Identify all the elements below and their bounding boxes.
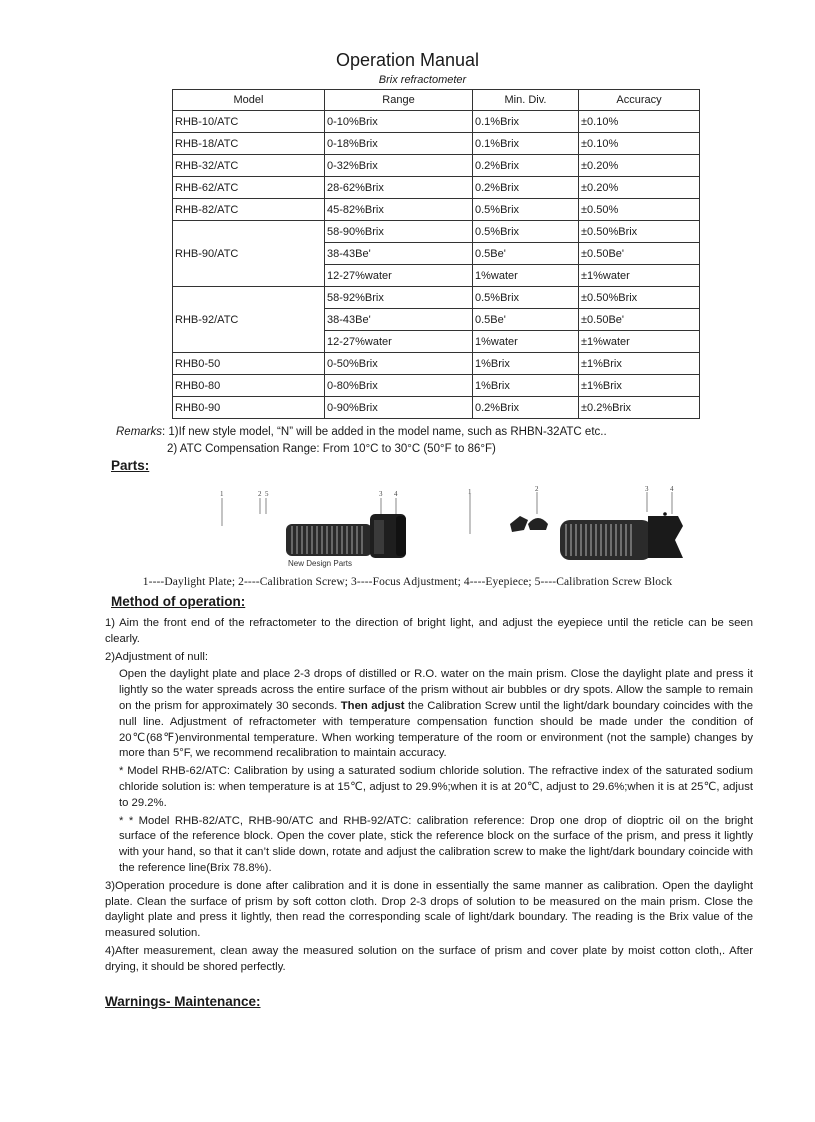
cell-accuracy: ±0.50Be'	[579, 309, 700, 331]
cell-accuracy: ±1%water	[579, 265, 700, 287]
parts-figure	[210, 484, 710, 576]
callout-2: 2	[535, 485, 539, 493]
cell-model: RHB-92/ATC	[173, 287, 325, 353]
method-note-1: * Model RHB-62/ATC: Calibration by using a saturated sodium chloride solution. The refractive index of the saturated sodium chloride solution is: when temperature is at 15℃, adjust to 29.9%;when it is at 20℃, adjust to 29.6%;when it is at 25℃, adjust to 29.2%.	[119, 765, 753, 809]
col-header-accuracy: Accuracy	[579, 90, 700, 111]
cell-accuracy: ±0.50Be'	[579, 243, 700, 265]
cell-accuracy: ±1%water	[579, 331, 700, 353]
col-header-range: Range	[325, 90, 473, 111]
cell-model: RHB0-80	[173, 375, 325, 397]
cell-range: 0-80%Brix	[325, 375, 473, 397]
col-header-model: Model	[173, 90, 325, 111]
table-row	[173, 375, 700, 397]
remarks-text-1: : 1)If new style model, “N” will be added in the model name, such as RHBN-32ATC etc..	[162, 426, 607, 438]
cell-min-div: 0.1%Brix	[473, 111, 579, 133]
cell-model: RHB-62/ATC	[173, 177, 325, 199]
col-header-min-div: Min. Div.	[473, 90, 579, 111]
callout-4: 4	[394, 490, 398, 498]
callout-4: 4	[670, 485, 674, 493]
cell-accuracy: ±1%Brix	[579, 353, 700, 375]
cell-range: 0-18%Brix	[325, 133, 473, 155]
cell-min-div: 1%Brix	[473, 353, 579, 375]
step2-text-b: the Calibration Screw until the light/dark boundary coincides with the null line. Adjustment of refractometer with temperature compensation function should be made under the condition of 20℃(68℉)environmental temperature. When working temperature of the room or environment (not the sample) changes by more than 5°F, we recommend recalibration to maintain accuracy.	[119, 699, 754, 760]
callout-3: 3	[379, 490, 383, 498]
warnings-heading: Warnings- Maintenance:	[105, 994, 261, 1009]
figure-label: New Design Parts	[288, 559, 353, 568]
cell-range: 58-92%Brix	[325, 287, 473, 309]
cell-min-div: 1%Brix	[473, 375, 579, 397]
cell-range: 12-27%water	[325, 331, 473, 353]
cell-accuracy: ±1%Brix	[579, 375, 700, 397]
cell-range: 0-10%Brix	[325, 111, 473, 133]
cell-model: RHB-32/ATC	[173, 155, 325, 177]
cell-min-div: 0.1%Brix	[473, 133, 579, 155]
cell-range: 38-43Be'	[325, 243, 473, 265]
table-row	[173, 177, 700, 199]
cell-model: RHB0-50	[173, 353, 325, 375]
callout-3: 3	[645, 485, 649, 493]
remarks-line-2: 2) ATC Compensation Range: From 10°C to 30°C (50°F to 86°F)	[167, 443, 496, 455]
table-row	[173, 287, 700, 309]
page-title: Operation Manual	[335, 50, 480, 70]
method-step-3: 3)Operation procedure is done after calibration and it is done in essentially the same manner as calibration. Open the daylight plate. Clean the surface of prism by soft cotton cloth. Drop 2-3 drops of solution to be measured on the main prism. Close the daylight plate and press it lightly, then read the corresponding scale of light/dark boundary. The reading is the Brix value of the measured solution.	[105, 879, 753, 940]
cell-min-div: 0.5%Brix	[473, 199, 579, 221]
cell-model: RHB-90/ATC	[173, 221, 325, 287]
cell-model: RHB0-90	[173, 397, 325, 419]
remarks-label: Remarks	[116, 426, 163, 438]
cell-range: 0-32%Brix	[325, 155, 473, 177]
table-row	[173, 111, 700, 133]
cell-min-div: 1%water	[473, 265, 579, 287]
callout-1: 1	[468, 488, 472, 496]
cell-min-div: 0.5%Brix	[473, 287, 579, 309]
table-row	[173, 221, 700, 243]
table-row	[173, 155, 700, 177]
table-header-row	[173, 90, 700, 111]
cell-min-div: 0.5Be'	[473, 243, 579, 265]
cell-accuracy: ±0.10%	[579, 133, 700, 155]
cell-accuracy: ±0.2%Brix	[579, 397, 700, 419]
parts-heading: Parts:	[111, 458, 150, 473]
table-row	[173, 397, 700, 419]
cell-min-div: 0.5%Brix	[473, 221, 579, 243]
table-row	[173, 353, 700, 375]
method-step-4: 4)After measurement, clean away the measured solution on the surface of prism and cover plate by moist cotton cloth,. After drying, it should be shored perfectly.	[105, 944, 753, 973]
callouts-left	[258, 490, 398, 498]
table-row	[173, 199, 700, 221]
cell-min-div: 0.5Be'	[473, 309, 579, 331]
remarks-line-1	[116, 424, 607, 441]
step2-text-a: Open the daylight plate and place 2-3 drops of distilled or R.O. water on the main prism. Close the daylight plate and press it lightly so the water spreads across the entire surface of the prism without air bubbles or dry spots. Allow the sample to remain on the prism for approximately 30 seconds.	[119, 668, 753, 712]
cell-accuracy: ±0.20%	[579, 177, 700, 199]
cell-accuracy: ±0.20%	[579, 155, 700, 177]
cell-range: 58-90%Brix	[325, 221, 473, 243]
step2-bold: Then adjust	[340, 699, 405, 712]
cell-range: 45-82%Brix	[325, 199, 473, 221]
method-body	[105, 616, 753, 978]
page-subtitle: Brix refractometer	[378, 74, 467, 86]
method-step-2-body	[105, 667, 753, 762]
cell-min-div: 1%water	[473, 331, 579, 353]
cell-min-div: 0.2%Brix	[473, 177, 579, 199]
table-row	[173, 133, 700, 155]
cell-min-div: 0.2%Brix	[473, 155, 579, 177]
cell-accuracy: ±0.10%	[579, 111, 700, 133]
refractometer-new-design-image	[222, 498, 406, 558]
cell-accuracy: ±0.50%Brix	[579, 287, 700, 309]
cell-accuracy: ±0.50%Brix	[579, 221, 700, 243]
cell-range: 38-43Be'	[325, 309, 473, 331]
cell-range: 0-50%Brix	[325, 353, 473, 375]
cell-model: RHB-82/ATC	[173, 199, 325, 221]
method-step-2-title: 2)Adjustment of null:	[105, 650, 208, 663]
method-heading: Method of operation:	[111, 594, 246, 609]
method-note-2: * * Model RHB-82/ATC, RHB-90/ATC and RHB-92/ATC: calibration reference: Drop one drop of dioptric oil on the bright surface of the reference block. Open the cover plate, stick the reference block on the surface of the prism, and press it lightly with your hand, so that it can’t slide down, rotate and adjust the calibration screw to make the light/dark boundary coincide with the reference line(Brix 78.8%).	[119, 814, 753, 874]
parts-caption: 1----Daylight Plate; 2----Calibration Screw; 3----Focus Adjustment; 4----Eyepiece; 5----Calibration Screw Block	[142, 576, 673, 588]
callouts-right	[468, 485, 674, 496]
refractometer-classic-image	[470, 492, 683, 560]
cell-model: RHB-18/ATC	[173, 133, 325, 155]
cell-min-div: 0.2%Brix	[473, 397, 579, 419]
cell-range: 28-62%Brix	[325, 177, 473, 199]
cell-range: 0-90%Brix	[325, 397, 473, 419]
cell-model: RHB-10/ATC	[173, 111, 325, 133]
cell-accuracy: ±0.50%	[579, 199, 700, 221]
callout-5: 5	[265, 490, 269, 498]
cell-range: 12-27%water	[325, 265, 473, 287]
method-step-1: 1) Aim the front end of the refractometer to the direction of bright light, and adjust the eyepiece until the reticle can be seen clearly.	[105, 617, 753, 645]
remarks-block	[116, 424, 607, 458]
callout-1: 1	[220, 490, 224, 498]
callout-2: 2	[258, 490, 262, 498]
spec-table	[172, 89, 700, 419]
